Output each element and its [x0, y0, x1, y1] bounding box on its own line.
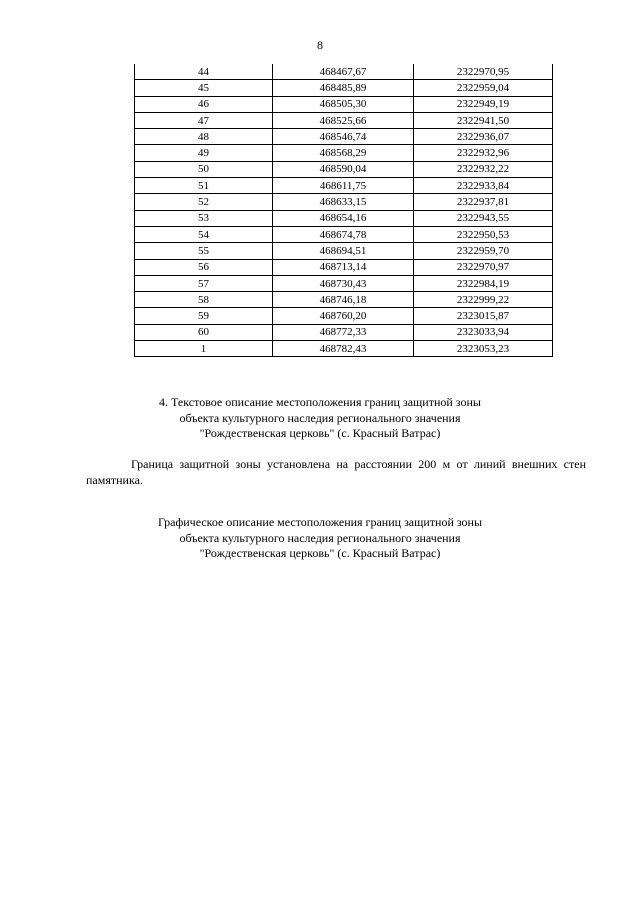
table-row — [135, 324, 553, 340]
y-coordinate-cell: 2322984,19 — [414, 275, 553, 291]
y-coordinate-cell: 2322943,55 — [414, 210, 553, 226]
graphic-heading-line-3: "Рождественская церковь" (с. Красный Ватрас) — [199, 546, 441, 560]
x-coordinate-cell: 468674,78 — [273, 226, 414, 242]
point-number-cell: 45 — [135, 80, 273, 96]
x-coordinate-cell: 468546,74 — [273, 129, 414, 145]
y-coordinate-cell: 2322932,96 — [414, 145, 553, 161]
table-row — [135, 308, 553, 324]
table-row — [135, 112, 553, 128]
table-row — [135, 275, 553, 291]
table-row — [135, 96, 553, 112]
boundary-paragraph — [86, 456, 586, 488]
y-coordinate-cell: 2323053,23 — [414, 341, 553, 357]
point-number-cell: 48 — [135, 129, 273, 145]
graphic-heading-line-1: Графическое описание местоположения границ защитной зоны — [157, 515, 483, 529]
table-row — [135, 64, 553, 80]
table-row — [135, 210, 553, 226]
x-coordinate-cell: 468485,89 — [273, 80, 414, 96]
table-row — [135, 292, 553, 308]
point-number-cell: 53 — [135, 210, 273, 226]
y-coordinate-cell: 2322941,50 — [414, 112, 553, 128]
x-coordinate-cell: 468694,51 — [273, 243, 414, 259]
section-heading-line-2: объекта культурного наследия регионального значения — [179, 410, 461, 425]
y-coordinate-cell: 2323015,87 — [414, 308, 553, 324]
y-coordinate-cell: 2322970,97 — [414, 259, 553, 275]
table-row — [135, 161, 553, 177]
point-number-cell: 55 — [135, 243, 273, 259]
point-number-cell: 50 — [135, 161, 273, 177]
section-heading-line-3: "Рождественская церковь" (с. Красный Ватрас) — [199, 426, 441, 440]
x-coordinate-cell: 468772,33 — [273, 324, 414, 340]
x-coordinate-cell: 468611,75 — [273, 178, 414, 194]
table-row — [135, 80, 553, 96]
point-number-cell: 46 — [135, 96, 273, 112]
x-coordinate-cell: 468782,43 — [273, 341, 414, 357]
y-coordinate-cell: 2322949,19 — [414, 96, 553, 112]
table-row — [135, 243, 553, 259]
point-number-cell: 57 — [135, 275, 273, 291]
point-number-cell: 49 — [135, 145, 273, 161]
page-number: 8 — [317, 38, 323, 52]
y-coordinate-cell: 2322937,81 — [414, 194, 553, 210]
x-coordinate-cell: 468467,67 — [273, 64, 414, 80]
paragraph-line-1: Граница защитной зоны установлена на расстоянии 200 м от линий внешних стен — [131, 457, 586, 471]
y-coordinate-cell: 2322933,84 — [414, 178, 553, 194]
table-row — [135, 129, 553, 145]
point-number-cell: 58 — [135, 292, 273, 308]
y-coordinate-cell: 2322970,95 — [414, 64, 553, 80]
y-coordinate-cell: 2322999,22 — [414, 292, 553, 308]
point-number-cell: 59 — [135, 308, 273, 324]
point-number-cell: 51 — [135, 178, 273, 194]
point-number-cell: 56 — [135, 259, 273, 275]
y-coordinate-cell: 2322932,22 — [414, 161, 553, 177]
x-coordinate-cell: 468525,66 — [273, 112, 414, 128]
point-number-cell: 44 — [135, 64, 273, 80]
point-number-cell: 47 — [135, 112, 273, 128]
y-coordinate-cell: 2322959,70 — [414, 243, 553, 259]
table-row — [135, 145, 553, 161]
y-coordinate-cell: 2322950,53 — [414, 226, 553, 242]
x-coordinate-cell: 468713,14 — [273, 259, 414, 275]
graphic-description-heading — [0, 515, 640, 562]
coordinates-table — [134, 64, 553, 357]
table-row — [135, 259, 553, 275]
x-coordinate-cell: 468746,18 — [273, 292, 414, 308]
x-coordinate-cell: 468760,20 — [273, 308, 414, 324]
table-row — [135, 194, 553, 210]
point-number-cell: 52 — [135, 194, 273, 210]
section-heading-line-1: 4. Текстовое описание местоположения границ защитной зоны — [159, 395, 481, 409]
x-coordinate-cell: 468568,29 — [273, 145, 414, 161]
point-number-cell: 60 — [135, 324, 273, 340]
x-coordinate-cell: 468590,04 — [273, 161, 414, 177]
table-row — [135, 178, 553, 194]
table-row — [135, 226, 553, 242]
x-coordinate-cell: 468654,16 — [273, 210, 414, 226]
table-row — [135, 341, 553, 357]
y-coordinate-cell: 2323033,94 — [414, 324, 553, 340]
x-coordinate-cell: 468730,43 — [273, 275, 414, 291]
coordinates-table-body — [135, 64, 553, 357]
point-number-cell: 54 — [135, 226, 273, 242]
y-coordinate-cell: 2322959,04 — [414, 80, 553, 96]
section-heading — [0, 395, 640, 442]
graphic-heading-line-2: объекта культурного наследия регионального значения — [179, 530, 461, 545]
point-number-cell: 1 — [135, 341, 273, 357]
x-coordinate-cell: 468505,30 — [273, 96, 414, 112]
y-coordinate-cell: 2322936,07 — [414, 129, 553, 145]
x-coordinate-cell: 468633,15 — [273, 194, 414, 210]
paragraph-line-2: памятника. — [86, 473, 143, 487]
